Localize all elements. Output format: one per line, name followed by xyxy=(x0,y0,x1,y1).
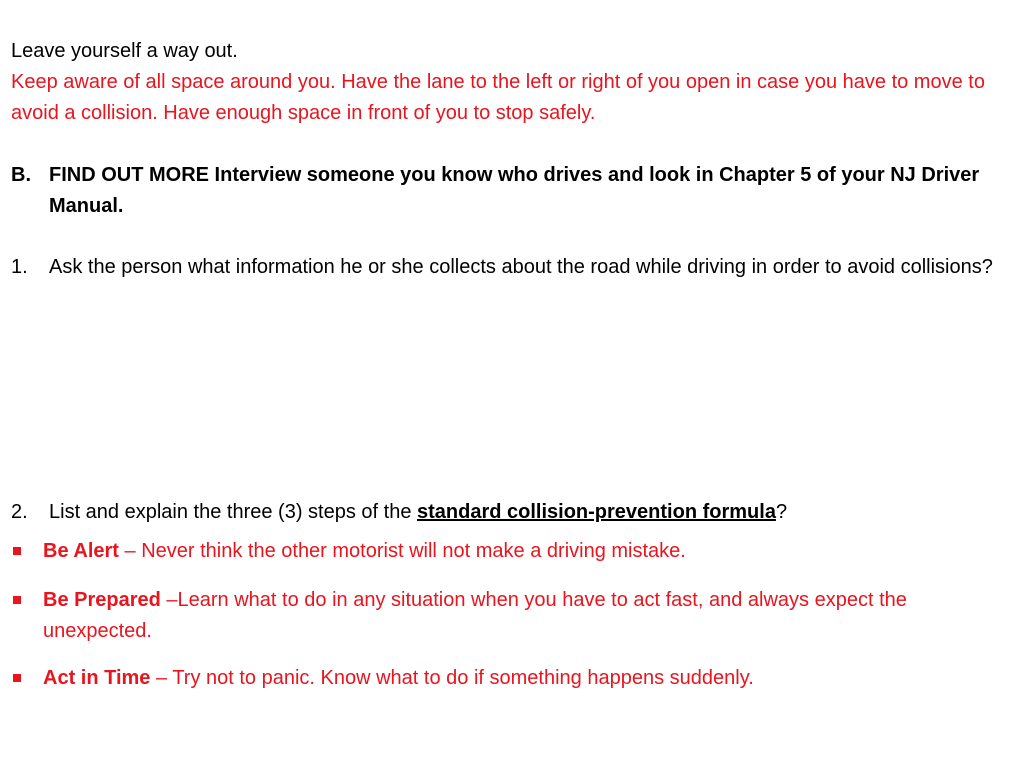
bullet-item xyxy=(11,536,1016,567)
bullet-desc: –Learn what to do in any situation when you have to act fast, and always expect the unexpected. xyxy=(43,589,907,642)
section-b-marker: B. xyxy=(11,164,31,186)
section-b xyxy=(11,160,1016,222)
bullet-item xyxy=(11,663,1016,694)
question-2-marker: 2. xyxy=(11,501,28,523)
bullet-term: Be Alert xyxy=(43,540,119,562)
bullet-term: Act in Time xyxy=(43,667,151,689)
question-2-text xyxy=(49,497,1016,528)
bullet-text xyxy=(43,663,1016,694)
section-b-text: FIND OUT MORE Interview someone you know who drives and look in Chapter 5 of your NJ Driver Manual. xyxy=(49,164,980,217)
question-2-text-before: List and explain the three (3) steps of the xyxy=(49,501,417,523)
question-2-text-after: ? xyxy=(775,501,788,523)
square-bullet-icon xyxy=(11,663,43,694)
bullet-desc: – Try not to panic. Know what to do if something happens suddenly. xyxy=(150,667,754,689)
bullet-term: Be Prepared xyxy=(43,589,161,611)
question-1-marker: 1. xyxy=(11,256,28,278)
question-1 xyxy=(11,252,1016,283)
question-1-text: Ask the person what information he or she collects about the road while driving in order to avoid collisions? xyxy=(49,256,993,278)
intro-section xyxy=(11,36,1016,129)
bullet-item xyxy=(11,585,1016,647)
question-2-formula-term: standard collision-prevention formula xyxy=(417,501,776,523)
square-bullet-icon xyxy=(11,536,43,567)
bullet-text xyxy=(43,536,1016,567)
square-bullet-icon xyxy=(11,585,43,616)
question-2 xyxy=(11,497,1016,528)
bullet-text xyxy=(43,585,1016,647)
bullet-desc: – Never think the other motorist will not make a driving mistake. xyxy=(118,540,686,562)
intro-body: Keep aware of all space around you. Have the lane to the left or right of you open in case you have to move to avoid a collision. Have enough space in front of you to stop safely. xyxy=(11,71,985,124)
intro-heading: Leave yourself a way out. xyxy=(11,40,238,62)
